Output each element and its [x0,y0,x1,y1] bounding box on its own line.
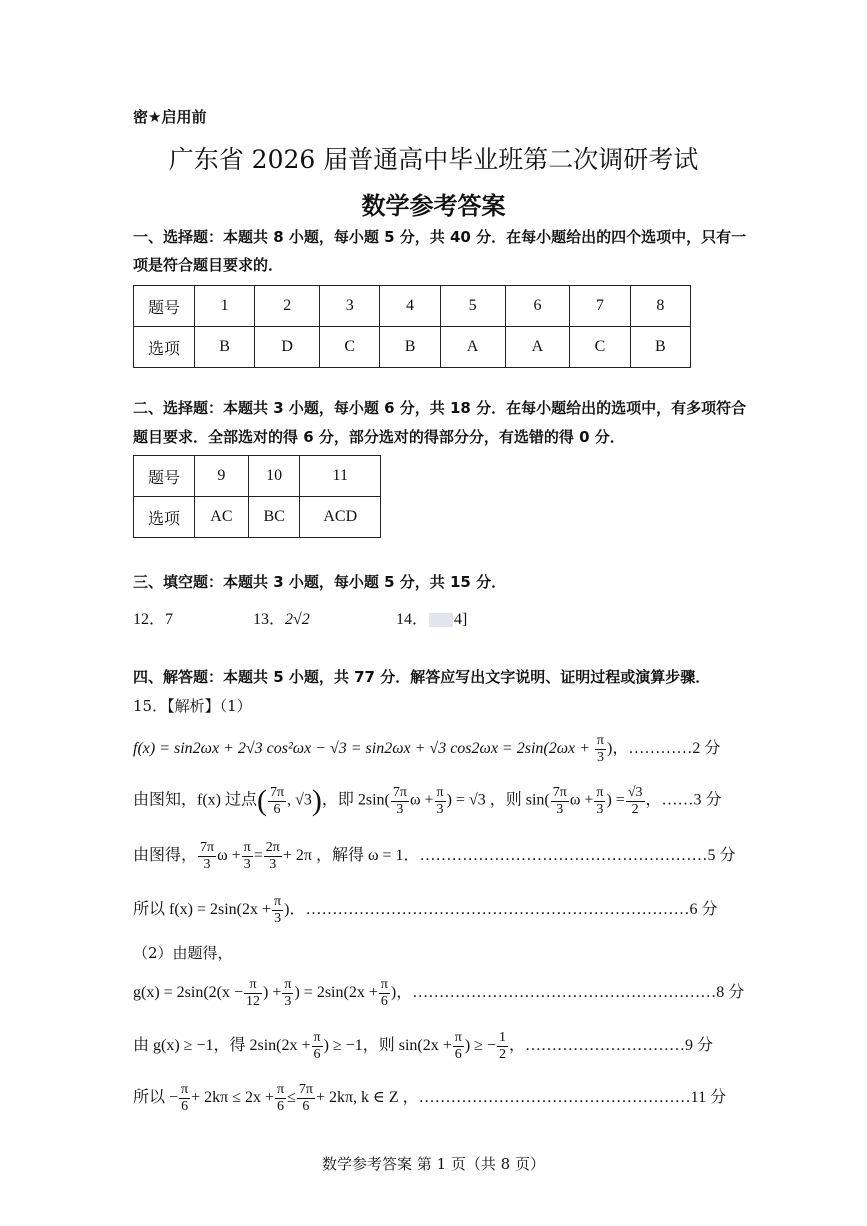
fraction [312,1030,323,1063]
denominator: 6 [277,1099,285,1114]
expr: f(x) = sin2ωx + 2√3 cos²ωx − √3 = sin2ωx + √3 cos2ωx = 2sin(2ωx + [133,740,590,758]
section2-text-line1: 二、选择题：本题共 3 小题，每小题 6 分，共 18 分．在每小题给出的选项中，有多项符合 [133,399,747,417]
solution-line-3 [133,840,736,873]
answer-14-label: 14． [396,611,429,628]
answer-13-label: 13． [253,611,286,628]
denominator: 3 [436,801,444,817]
expr: ) = [606,791,625,809]
paren: ) [311,784,322,817]
solution-line-6 [133,977,744,1010]
table-cell: 3 [320,286,380,327]
numerator: π [244,977,262,994]
fraction [595,733,606,766]
numerator: π [436,784,444,800]
denominator: 3 [203,857,211,872]
fraction [435,785,446,818]
section1-text-line2: 项是符合题目要求的． [133,256,284,274]
expr: )，…………2 分 [607,740,721,758]
expr: + 2kπ ≤ 2x + [191,1089,275,1107]
table-cell: 10 [248,456,300,497]
denominator: 3 [274,911,282,926]
expr: ) + [263,984,282,1002]
numerator: π [274,894,282,909]
expr: ) = √3 ，则 sin( [446,791,550,809]
expr: ，…………………………9 分 [508,1037,713,1055]
expr: ≤ [287,1089,296,1107]
denominator: 6 [454,1047,462,1062]
page-footer: 数学参考答案 第 1 页（共 8 页） [322,1155,545,1173]
table-cell: 1 [195,286,255,327]
table-cell: 选项 [134,327,195,368]
fraction [379,977,390,1010]
paren: ( [257,784,267,817]
table-cell: 5 [440,286,505,327]
table-cell: 4 [380,286,440,327]
fraction [497,1030,508,1063]
table-cell: B [380,327,440,368]
fraction [297,1082,315,1115]
table-cell: C [320,327,380,368]
expr: ) ≥ −1，则 sin(2x + [323,1037,452,1055]
table-row [134,497,381,538]
denominator: 3 [243,857,251,872]
expr: ω + [217,847,241,865]
section2-text-line2: 题目要求．全部选对的得 6 分，部分选对的得部分分，有选错的得 0 分． [133,428,625,446]
answer-table-2 [133,455,381,538]
fraction [264,840,282,873]
table-cell: A [440,327,505,368]
answer-14 [396,606,467,629]
solution-line-2 [133,784,722,818]
table-row [134,286,691,327]
numerator: π [596,733,604,748]
answer-13-value: 2√2 [285,611,310,628]
solution-line-1 [133,733,720,766]
table-cell: A [505,327,570,368]
denominator: 3 [269,857,277,872]
denominator: 3 [596,750,604,765]
denominator: 3 [396,801,404,817]
numerator: 7π [298,1082,313,1097]
numerator: 1 [498,1030,506,1045]
fraction [275,1082,286,1115]
denominator: 2 [631,801,639,817]
numerator: π [181,1082,189,1097]
table-cell: 选项 [134,497,195,538]
answer-14-value: 4] [454,611,468,628]
table-cell: 2 [255,286,320,327]
answer-table-1 [133,285,691,368]
fraction [179,1082,190,1115]
solution-line-4 [133,894,717,927]
page-title: 广东省 2026 届普通高中毕业班第二次调研考试 [168,145,699,174]
denominator: 6 [181,1099,189,1114]
table-cell: ACD [300,497,381,538]
table-cell: BC [248,497,300,538]
expr: 由图得， [133,847,198,865]
table-cell: 9 [195,456,249,497]
page-subtitle: 数学参考答案 [361,192,506,220]
numerator: π [454,1030,462,1045]
table-cell: B [630,327,690,368]
table-cell: 题号 [134,456,195,497]
expr: 由 g(x) ≥ −1，得 2sin(2x + [133,1037,311,1055]
fraction [453,1030,464,1063]
answer-13 [253,606,310,629]
table-cell: 6 [505,286,570,327]
numerator: π [277,1082,285,1097]
numerator: π [313,1030,321,1045]
answer-14-smudge [429,613,453,627]
denominator: 6 [273,801,281,817]
fraction [551,785,569,818]
expr: 由图知，f(x) 过点 [133,791,257,809]
secret-label: 密★启用前 [133,108,207,126]
numerator: 2π [265,840,280,855]
expr: + 2kπ, k ∈ Z ，……………………………………………11 分 [315,1089,727,1107]
denominator: 3 [556,801,564,817]
table-row [134,456,381,497]
solution-line-5: （2）由题得， [133,944,233,962]
numerator: π [596,784,604,800]
table-cell: 题号 [134,286,195,327]
q15-heading: 15．【解析】（1） [133,697,252,715]
denominator: 6 [313,1047,321,1062]
section4-text: 四、解答题：本题共 5 小题，共 77 分．解答应写出文字说明、证明过程或演算步骤． [133,668,711,686]
table-cell: C [570,327,630,368]
fraction [198,840,216,873]
numerator: π [284,977,292,992]
expr: )，…………………………………………………8 分 [390,984,745,1002]
expr: + 2π ，解得 ω = 1．………………………………………………5 分 [282,847,736,865]
table-cell: AC [195,497,249,538]
section3-text: 三、填空题：本题共 3 小题，每小题 5 分，共 15 分． [133,573,507,591]
fraction [268,785,286,818]
denominator: 6 [302,1099,310,1114]
table-cell: B [195,327,255,368]
expr: ) = 2sin(2x + [294,984,378,1002]
denominator: 2 [498,1047,506,1062]
fraction [272,894,283,927]
expr: )．………………………………………………………………6 分 [284,901,718,919]
section1-text-line1: 一、选择题：本题共 8 小题，每小题 5 分，共 40 分．在每小题给出的四个选项中，只有一 [133,228,747,246]
expr: = [253,847,263,865]
expr: ，……3 分 [645,791,722,809]
fraction [282,977,293,1010]
denominator: 12 [246,994,261,1009]
answer-12: 12．7 [133,611,174,628]
fraction [391,785,409,818]
table-cell: 11 [300,456,381,497]
denominator: 6 [380,994,388,1009]
expr: 所以 f(x) = 2sin(2x + [133,901,272,919]
expr: ω + [409,791,434,809]
expr: ，即 2sin( [321,791,390,809]
fraction [242,840,253,873]
numerator: 7π [552,784,567,800]
expr: ) ≥ − [464,1037,496,1055]
expr: ω + [569,791,594,809]
numerator: 7π [392,784,407,800]
numerator: √3 [627,784,643,800]
expr: , √3 [287,791,312,809]
table-row [134,327,691,368]
numerator: π [380,977,388,992]
solution-line-8 [133,1082,726,1115]
expr: 所以 − [133,1089,179,1107]
denominator: 3 [596,801,604,817]
numerator: π [243,840,251,855]
fraction [594,785,605,818]
fraction [244,977,262,1010]
numerator: 7π [200,840,215,855]
solution-line-7 [133,1030,713,1063]
expr: g(x) = 2sin(2(x − [133,984,244,1002]
numerator: 7π [270,784,285,800]
table-cell: 8 [630,286,690,327]
denominator: 3 [284,994,292,1009]
table-cell: 7 [570,286,630,327]
table-cell: D [255,327,320,368]
fraction [626,785,645,818]
